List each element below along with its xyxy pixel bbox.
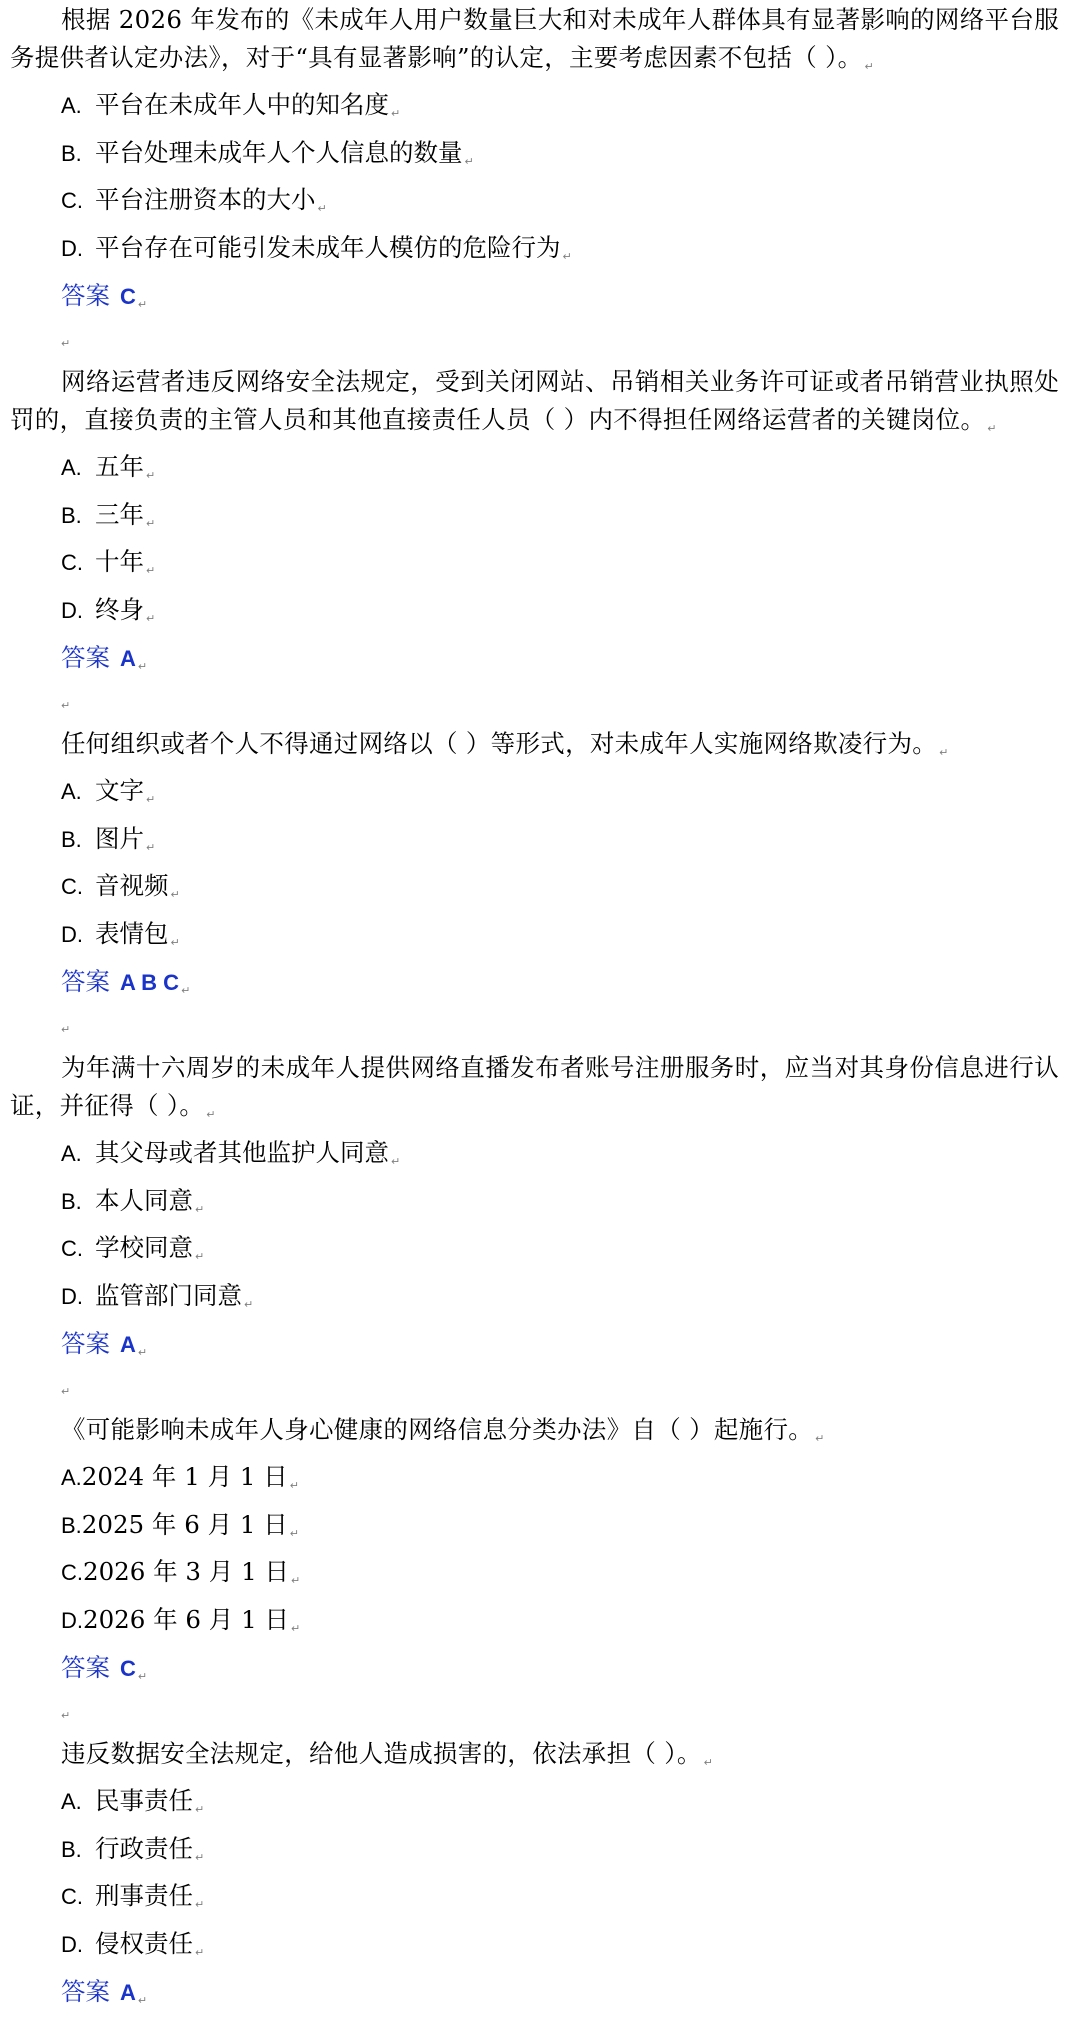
paragraph-mark-icon: ↵ bbox=[703, 1756, 714, 1769]
option-text: 刑事责任 bbox=[95, 1881, 193, 1910]
question-text bbox=[10, 1049, 1059, 1134]
paragraph-mark-icon: ↵ bbox=[864, 60, 874, 73]
question-3 bbox=[10, 725, 1059, 1049]
option-b bbox=[61, 1830, 1059, 1878]
option-letter: B. bbox=[61, 1836, 82, 1862]
option-text: 平台处理未成年人个人信息的数量 bbox=[95, 137, 463, 167]
question-6 bbox=[10, 1735, 1059, 2021]
answer-label: 答案 bbox=[61, 967, 110, 996]
paragraph-mark-icon: ↵ bbox=[61, 1385, 71, 1398]
option-letter: B. bbox=[61, 140, 82, 166]
paragraph-mark-icon: ↵ bbox=[170, 935, 180, 949]
paragraph-mark-icon: ↵ bbox=[146, 793, 156, 806]
answer-line bbox=[61, 962, 1059, 1011]
option-letter: C. bbox=[61, 1884, 83, 1909]
option-letter: A. bbox=[61, 93, 82, 118]
document-page bbox=[0, 1, 1069, 2007]
paragraph-mark-icon: ↵ bbox=[195, 1898, 205, 1911]
paragraph-mark-icon: ↵ bbox=[61, 699, 71, 712]
answer-label: 答案 bbox=[61, 643, 110, 672]
option-b bbox=[61, 1182, 1059, 1230]
option-text: 行政责任 bbox=[95, 1833, 193, 1863]
option-d bbox=[61, 229, 1059, 277]
question-2 bbox=[10, 363, 1059, 725]
option-a bbox=[61, 1134, 1059, 1182]
option-letter: A. bbox=[61, 779, 82, 804]
question-text-content: 违反数据安全法规定，给他人造成损害的，依法承担（ ）。 bbox=[61, 1739, 702, 1768]
empty-paragraph bbox=[61, 325, 1059, 363]
question-text bbox=[10, 725, 1059, 772]
option-letter: C. bbox=[61, 1560, 83, 1585]
question-text bbox=[10, 1411, 1059, 1458]
option-text: 监管部门同意 bbox=[95, 1280, 242, 1310]
option-letter: C. bbox=[61, 188, 83, 213]
option-d bbox=[61, 1601, 1059, 1649]
option-letter: A. bbox=[61, 1141, 82, 1166]
answer-label: 答案 bbox=[61, 1329, 110, 1358]
paragraph-mark-icon: ↵ bbox=[987, 422, 997, 435]
option-letter: B. bbox=[61, 826, 82, 852]
paragraph-mark-icon: ↵ bbox=[61, 1023, 71, 1036]
empty-paragraph bbox=[61, 1697, 1059, 1735]
option-letter: D. bbox=[61, 921, 83, 947]
question-1 bbox=[10, 1, 1059, 363]
paragraph-mark-icon: ↵ bbox=[137, 1346, 148, 1359]
paragraph-mark-icon: ↵ bbox=[290, 1621, 301, 1635]
option-b bbox=[61, 496, 1059, 544]
option-text: 音视频 bbox=[95, 871, 169, 900]
option-b bbox=[61, 820, 1059, 868]
paragraph-mark-icon: ↵ bbox=[195, 1945, 205, 1959]
paragraph-mark-icon: ↵ bbox=[146, 840, 156, 854]
option-letter: D. bbox=[61, 235, 83, 261]
option-letter: B. bbox=[61, 1188, 82, 1214]
paragraph-mark-icon: ↵ bbox=[939, 746, 949, 759]
option-a bbox=[61, 448, 1059, 496]
paragraph-mark-icon: ↵ bbox=[244, 1297, 254, 1311]
answer-line bbox=[61, 276, 1059, 325]
question-text-content: 网络运营者违反网络安全法规定，受到关闭网站、吊销相关业务许可证或者吊销营业执照处罚的，直接负责的主管人员和其他直接责任人员（ ）内不得担任网络运营者的关键岗位。 bbox=[10, 367, 1059, 434]
paragraph-mark-icon: ↵ bbox=[195, 1250, 205, 1263]
option-c bbox=[61, 867, 1059, 915]
paragraph-mark-icon: ↵ bbox=[391, 1155, 401, 1168]
paragraph-mark-icon: ↵ bbox=[289, 1526, 299, 1540]
option-text: 终身 bbox=[95, 594, 144, 624]
paragraph-mark-icon: ↵ bbox=[815, 1432, 825, 1445]
option-letter: D. bbox=[61, 1931, 83, 1957]
option-a bbox=[61, 1458, 1059, 1506]
paragraph-mark-icon: ↵ bbox=[206, 1108, 216, 1121]
paragraph-mark-icon: ↵ bbox=[195, 1202, 205, 1216]
option-c bbox=[61, 1553, 1059, 1601]
paragraph-mark-icon: ↵ bbox=[137, 1994, 148, 2007]
option-text: 五年 bbox=[95, 452, 144, 481]
option-letter: D. bbox=[61, 1607, 83, 1633]
paragraph-mark-icon: ↵ bbox=[146, 469, 156, 482]
empty-paragraph bbox=[61, 1373, 1059, 1411]
paragraph-mark-icon: ↵ bbox=[317, 202, 327, 215]
paragraph-mark-icon: ↵ bbox=[195, 1850, 205, 1864]
option-text: 平台存在可能引发未成年人模仿的危险行为 bbox=[95, 232, 561, 262]
option-text: 平台在未成年人中的知名度 bbox=[95, 90, 389, 119]
option-letter: D. bbox=[61, 1283, 83, 1309]
option-c bbox=[61, 1229, 1059, 1277]
question-5 bbox=[10, 1411, 1059, 1735]
paragraph-mark-icon: ↵ bbox=[61, 337, 71, 350]
paragraph-mark-icon: ↵ bbox=[146, 516, 156, 530]
question-text bbox=[10, 1, 1059, 86]
option-letter: C. bbox=[61, 1236, 83, 1261]
option-letter: B. bbox=[61, 502, 82, 528]
option-c bbox=[61, 543, 1059, 591]
option-letter: A. bbox=[61, 1789, 82, 1814]
paragraph-mark-icon: ↵ bbox=[562, 249, 572, 263]
paragraph-mark-icon: ↵ bbox=[137, 1670, 148, 1683]
paragraph-mark-icon: ↵ bbox=[181, 984, 191, 997]
option-text: 本人同意 bbox=[95, 1185, 193, 1215]
option-b bbox=[61, 1506, 1059, 1554]
paragraph-mark-icon: ↵ bbox=[137, 660, 148, 673]
option-letter: C. bbox=[61, 874, 83, 899]
answer-value: C bbox=[120, 1656, 136, 1681]
answer-value: A bbox=[120, 1332, 136, 1357]
answer-line bbox=[61, 1324, 1059, 1373]
option-text: 十年 bbox=[95, 547, 144, 576]
paragraph-mark-icon: ↵ bbox=[146, 611, 156, 625]
paragraph-mark-icon: ↵ bbox=[195, 1803, 205, 1816]
option-letter: A. bbox=[61, 1465, 82, 1490]
option-text: 平台注册资本的大小 bbox=[95, 185, 316, 214]
answer-line bbox=[61, 1648, 1059, 1697]
answer-label: 答案 bbox=[61, 281, 110, 310]
option-d bbox=[61, 1277, 1059, 1325]
option-a bbox=[61, 1782, 1059, 1830]
answer-line bbox=[61, 638, 1059, 687]
option-d bbox=[61, 1925, 1059, 1973]
option-text: 学校同意 bbox=[95, 1233, 193, 1262]
paragraph-mark-icon: ↵ bbox=[391, 107, 401, 120]
option-text: 其父母或者其他监护人同意 bbox=[95, 1138, 389, 1167]
option-text: 民事责任 bbox=[95, 1786, 193, 1815]
option-letter: A. bbox=[61, 455, 82, 480]
paragraph-mark-icon: ↵ bbox=[289, 1479, 299, 1492]
paragraph-mark-icon: ↵ bbox=[137, 298, 148, 311]
answer-line bbox=[61, 1972, 1059, 2021]
question-text-content: 为年满十六周岁的未成年人提供网络直播发布者账号注册服务时，应当对其身份信息进行认证，并征得（ ）。 bbox=[10, 1053, 1059, 1120]
option-text: 2026 年 3 月 1 日 bbox=[83, 1557, 289, 1586]
paragraph-mark-icon: ↵ bbox=[170, 888, 180, 901]
answer-value: A B C bbox=[120, 970, 180, 995]
paragraph-mark-icon: ↵ bbox=[290, 1574, 301, 1587]
option-text: 文字 bbox=[95, 776, 144, 805]
question-text-content: 《可能影响未成年人身心健康的网络信息分类办法》自（ ）起施行。 bbox=[61, 1415, 814, 1444]
option-text: 表情包 bbox=[95, 918, 169, 948]
option-text: 侵权责任 bbox=[95, 1928, 193, 1958]
option-letter: B. bbox=[61, 1512, 82, 1538]
answer-label: 答案 bbox=[61, 1653, 110, 1682]
option-a bbox=[61, 772, 1059, 820]
answer-value: C bbox=[120, 284, 136, 309]
option-text: 2025 年 6 月 1 日 bbox=[81, 1509, 288, 1539]
answer-value: A bbox=[120, 1980, 136, 2005]
question-4 bbox=[10, 1049, 1059, 1411]
option-text: 三年 bbox=[95, 499, 144, 529]
paragraph-mark-icon: ↵ bbox=[61, 1709, 71, 1722]
option-a bbox=[61, 86, 1059, 134]
question-text bbox=[10, 363, 1059, 448]
answer-label: 答案 bbox=[61, 1977, 110, 2006]
option-text: 2026 年 6 月 1 日 bbox=[83, 1604, 289, 1634]
answer-value: A bbox=[120, 646, 136, 671]
option-c bbox=[61, 181, 1059, 229]
paragraph-mark-icon: ↵ bbox=[464, 154, 474, 168]
option-d bbox=[61, 915, 1059, 963]
option-letter: C. bbox=[61, 550, 83, 575]
option-text: 2024 年 1 月 1 日 bbox=[81, 1462, 288, 1491]
empty-paragraph bbox=[61, 1011, 1059, 1049]
option-letter: D. bbox=[61, 597, 83, 623]
question-text-content: 任何组织或者个人不得通过网络以（ ）等形式，对未成年人实施网络欺凌行为。 bbox=[61, 729, 938, 758]
option-b bbox=[61, 134, 1059, 182]
option-text: 图片 bbox=[95, 823, 144, 853]
question-text-content: 根据 2026 年发布的《未成年人用户数量巨大和对未成年人群体具有显著影响的网络平台服务提供者认定办法》，对于“具有显著影响”的认定，主要考虑因素不包括（ ）。 bbox=[10, 5, 1059, 72]
option-c bbox=[61, 1877, 1059, 1925]
empty-paragraph bbox=[61, 687, 1059, 725]
option-d bbox=[61, 591, 1059, 639]
paragraph-mark-icon: ↵ bbox=[146, 564, 156, 577]
